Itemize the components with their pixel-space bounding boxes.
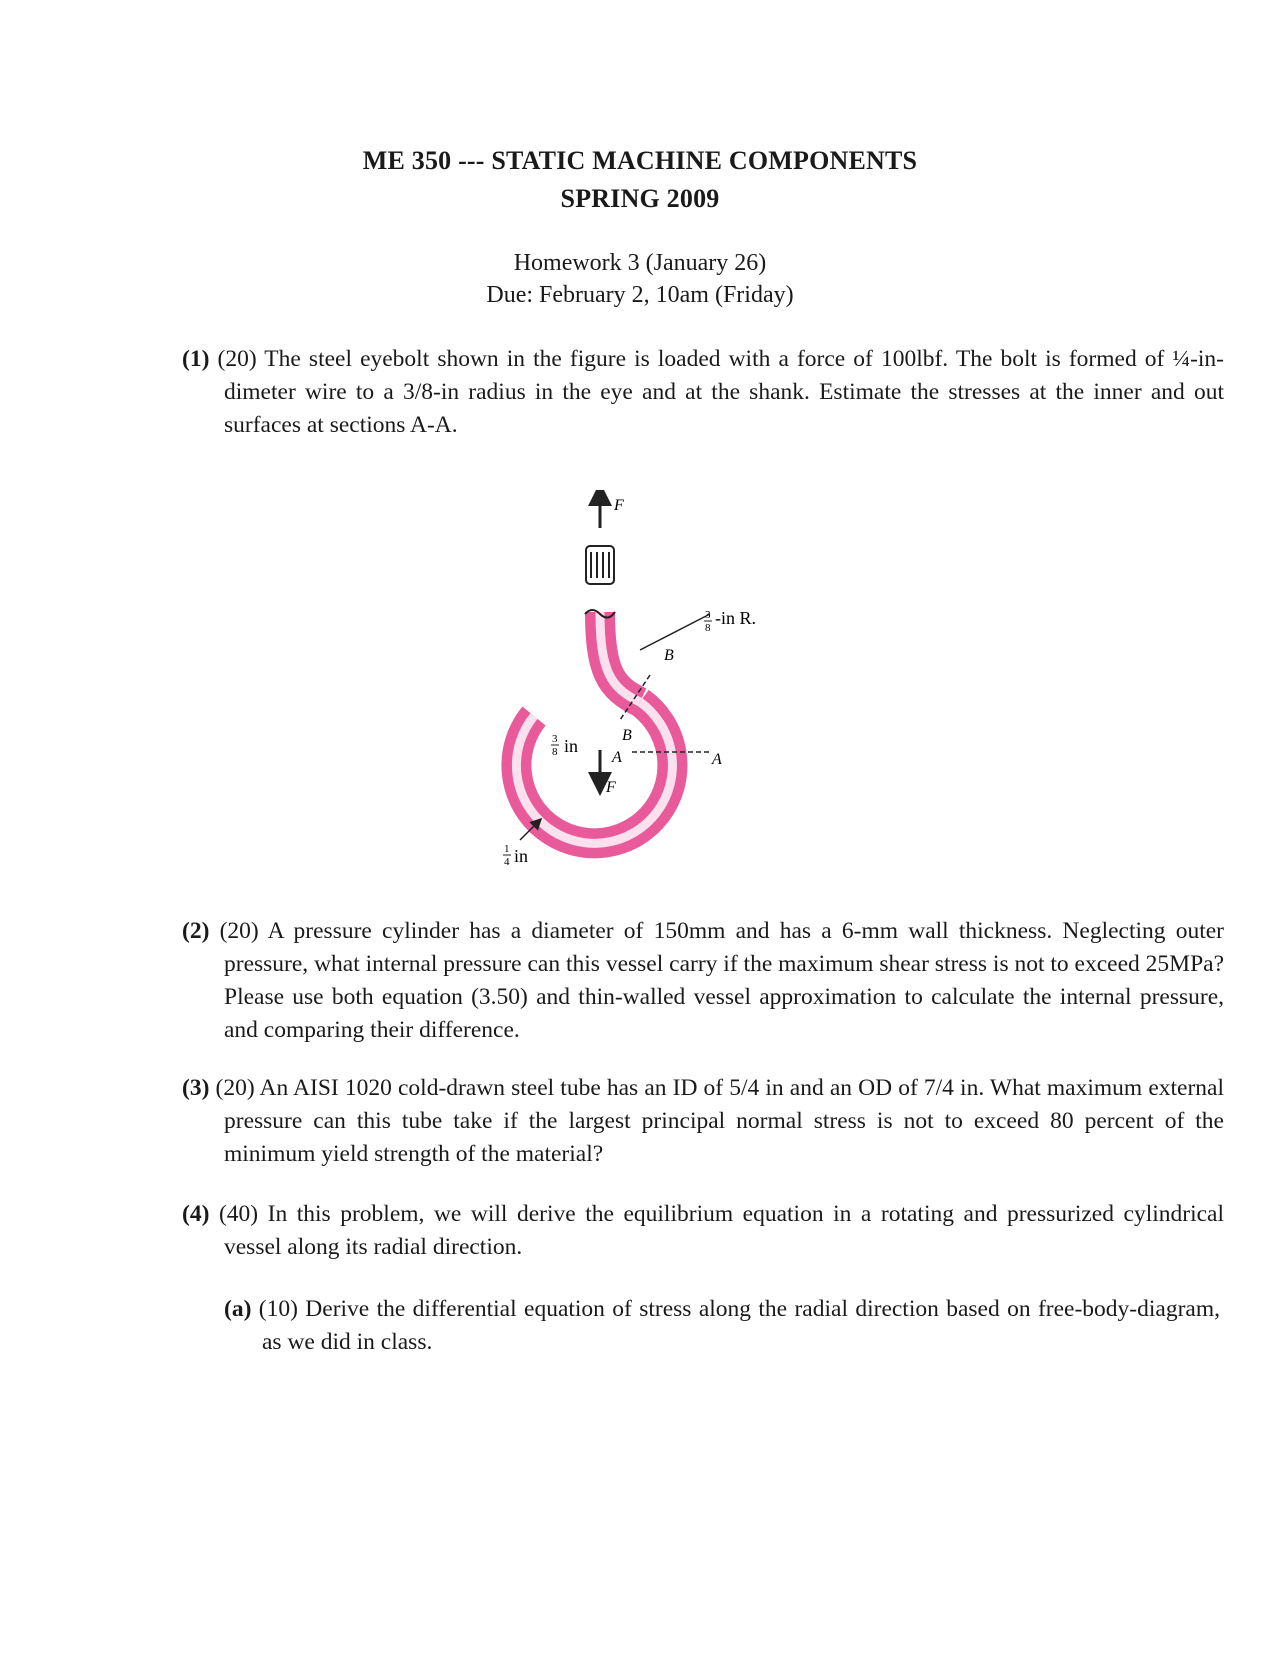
inner-frac-den: 8 — [552, 746, 558, 758]
problem-1 — [182, 343, 1224, 442]
section-a-right: A — [712, 751, 722, 768]
problem-3 — [182, 1072, 1224, 1171]
force-label-bottom: F — [606, 779, 616, 796]
problem-text: (20) The steel eyebolt shown in the figure is loaded with a force of 100lbf. The bolt is formed of ¼-in-dimeter wire to a 3/8-in radius in the eye and at the shank. Estimate the stresses at the inner and out surfaces at sections A-A. — [217, 346, 1225, 438]
problem-4a — [224, 1293, 1220, 1359]
radius-label: -in R. — [715, 608, 757, 628]
radius-frac-den: 8 — [705, 622, 711, 634]
wire-frac-num: 1 — [504, 843, 510, 855]
wire-frac-den: 4 — [504, 856, 510, 868]
eyebolt-figure — [500, 490, 840, 930]
inner-frac-num: 3 — [552, 733, 558, 745]
semester-title: SPRING 2009 — [560, 184, 720, 213]
problem-text: (20) An AISI 1020 cold-drawn steel tube has an ID of 5/4 in and an OD of 7/4 in. What maximum external pressure can this tube take if the largest principal normal stress is not to exceed 80 percent of the minimum yield strength of the material? — [215, 1075, 1224, 1167]
problem-number: (1) — [182, 346, 210, 372]
course-title: ME 350 --- STATIC MACHINE COMPONENTS — [362, 146, 918, 175]
subpart-text: (10) Derive the differential equation of stress along the radial direction based on free-body-diagram, as we did in class. — [258, 1296, 1221, 1355]
section-a-left: A — [612, 749, 622, 766]
homework-line: Homework 3 (January 26) — [513, 250, 767, 276]
problem-number: (2) — [182, 918, 210, 944]
inner-label: in — [564, 736, 579, 756]
section-b-bottom: B — [622, 727, 632, 744]
wire-label: in — [514, 846, 529, 866]
problem-4 — [182, 1198, 1224, 1264]
problem-number: (3) — [182, 1075, 210, 1101]
due-line: Due: February 2, 10am (Friday) — [486, 282, 794, 308]
radius-frac-num: 3 — [705, 609, 711, 621]
section-b-top: B — [664, 647, 674, 664]
subpart-label: (a) — [224, 1296, 252, 1322]
problem-2 — [182, 915, 1224, 1047]
thread-block — [586, 546, 614, 584]
radius-leader — [640, 614, 710, 650]
problem-text: (20) A pressure cylinder has a diameter of 150mm and has a 6-mm wall thickness. Neglecting outer pressure, what internal pressure can this vessel carry if the maximum shear stress is not to exceed 25MPa? Please use both equation (3.50) and thin-walled vessel approximation to calculate the internal pressure, and comparing their difference. — [219, 918, 1224, 1043]
force-label-top: F — [614, 497, 624, 514]
problem-text: (40) In this problem, we will derive the equilibrium equation in a rotating and pressurized cylindrical vessel along its radial direction. — [218, 1201, 1225, 1260]
problem-number: (4) — [182, 1201, 210, 1227]
